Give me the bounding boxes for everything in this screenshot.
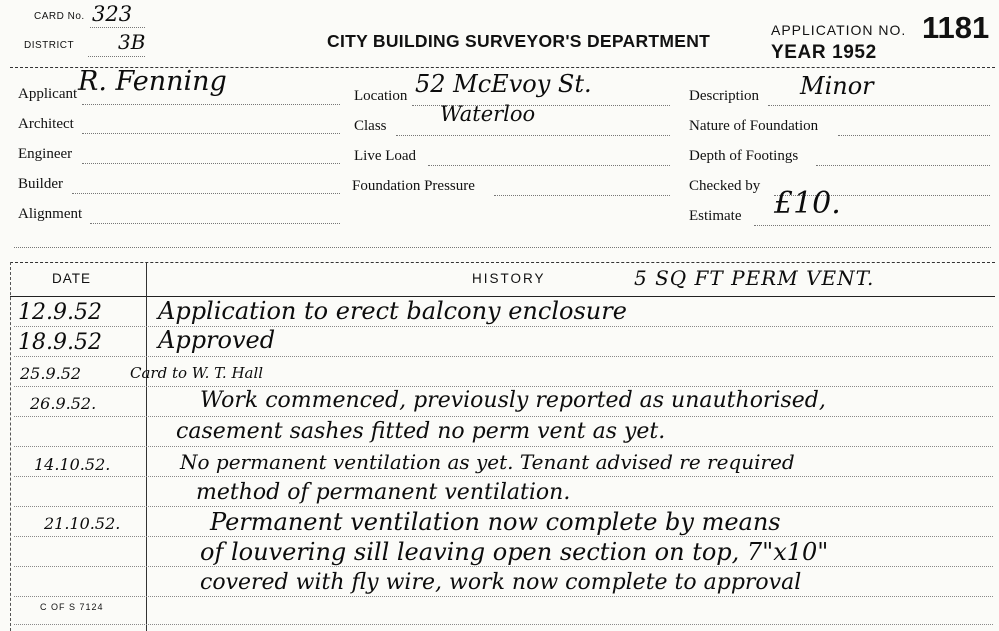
entry-text: Application to erect balcony enclosure — [158, 297, 627, 325]
alignment-label: Alignment — [18, 206, 83, 222]
description-label: Description — [689, 88, 759, 104]
form-code: C OF S 7124 — [40, 602, 104, 612]
entry-date: 21.10.52. — [44, 514, 121, 533]
district-value: 3B — [118, 30, 146, 54]
applicant-value: R. Fenning — [78, 66, 227, 97]
live-load-label: Live Load — [354, 148, 417, 164]
department-title: CITY BUILDING SURVEYOR'S DEPARTMENT — [327, 31, 711, 51]
location-value: 52 McEvoy St. — [415, 70, 592, 98]
history-column-header: HISTORY — [472, 271, 546, 286]
history-note: 5 SQ FT PERM VENT. — [634, 266, 875, 290]
entry-text: Permanent ventilation now complete by means — [210, 508, 781, 536]
year-label: YEAR 1952 — [771, 42, 877, 63]
estimate-value: £10. — [774, 186, 841, 221]
depth-of-footings-label: Depth of Footings — [689, 148, 799, 164]
entry-date: 25.9.52 — [20, 364, 82, 383]
entry-text: of louvering sill leaving open section on top, 7"x10" — [200, 538, 829, 566]
checked-by-label: Checked by — [689, 178, 761, 194]
entry-text: Card to W. T. Hall — [130, 364, 264, 382]
card-number-label: CARD No. — [34, 11, 85, 22]
foundation-pressure-label: Foundation Pressure — [352, 178, 475, 194]
architect-label: Architect — [18, 116, 74, 132]
entry-text: covered with fly wire, work now complete to approval — [200, 570, 802, 595]
nature-of-foundation-label: Nature of Foundation — [689, 118, 819, 134]
card-number-value: 323 — [92, 2, 133, 26]
applicant-label: Applicant — [18, 86, 78, 102]
entry-date: 12.9.52 — [18, 300, 102, 325]
entry-date: 26.9.52. — [30, 394, 97, 413]
application-number-value: 1181 — [922, 10, 990, 45]
entry-text: Approved — [158, 326, 276, 354]
entry-text: method of permanent ventilation. — [196, 480, 571, 505]
class-label: Class — [354, 118, 387, 134]
entry-date: 14.10.52. — [34, 455, 111, 474]
entry-text: Work commenced, previously reported as unauthorised, — [200, 388, 826, 413]
estimate-label: Estimate — [689, 208, 742, 224]
engineer-label: Engineer — [18, 146, 73, 162]
entry-date: 18.9.52 — [18, 330, 102, 355]
date-column-header: DATE — [52, 271, 92, 286]
class-value: Waterloo — [440, 102, 536, 126]
district-label: DISTRICT — [24, 40, 75, 51]
application-number-label: APPLICATION NO. — [771, 22, 907, 38]
location-label: Location — [354, 88, 408, 104]
entry-text: No permanent ventilation as yet. Tenant advised re required — [180, 450, 795, 474]
builder-label: Builder — [18, 176, 63, 192]
entry-text: casement sashes fitted no perm vent as yet. — [176, 419, 666, 444]
description-value: Minor — [800, 72, 874, 100]
